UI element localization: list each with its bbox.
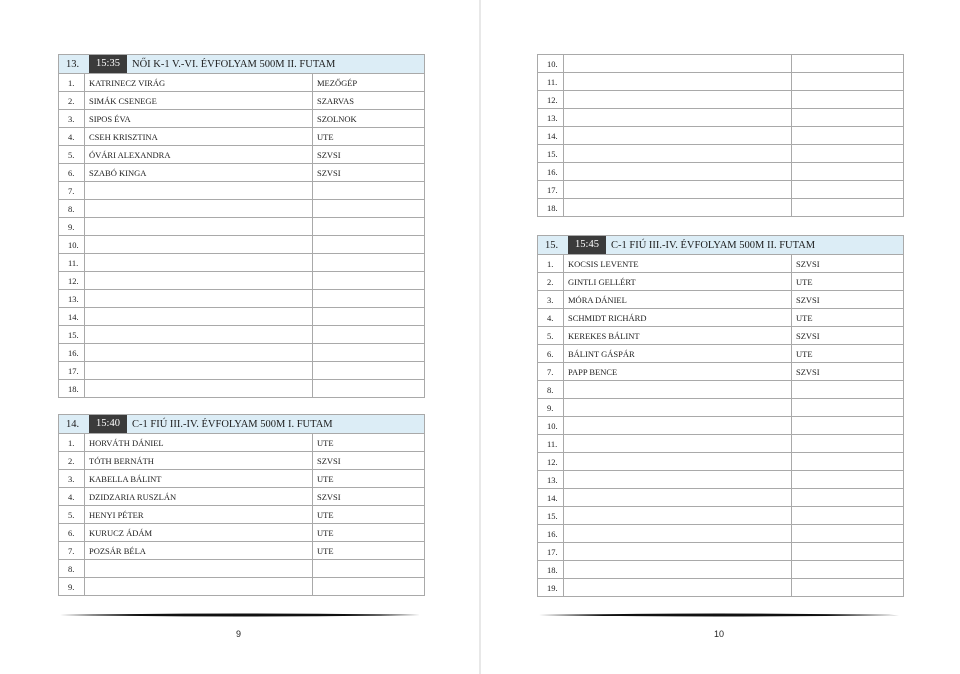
lane-number: 2. xyxy=(59,452,85,470)
club-name xyxy=(313,380,425,398)
competitor-name: MÓRA DÁNIEL xyxy=(564,291,792,309)
lane-number: 4. xyxy=(538,309,564,327)
entry-row xyxy=(59,236,425,254)
race-time: 15:40 xyxy=(89,415,127,433)
club-name xyxy=(792,73,904,91)
entry-row xyxy=(59,74,425,92)
club-name: SZVSI xyxy=(313,452,425,470)
lane-number: 9. xyxy=(538,399,564,417)
race-number: 13. xyxy=(66,58,80,70)
entry-row xyxy=(538,417,904,435)
lane-number: 18. xyxy=(59,380,85,398)
competitor-name xyxy=(564,381,792,399)
club-name xyxy=(792,561,904,579)
competitor-name: POZSÁR BÉLA xyxy=(85,542,313,560)
lane-number: 18. xyxy=(538,561,564,579)
competitor-name xyxy=(564,489,792,507)
lane-number: 12. xyxy=(538,453,564,471)
club-name: SZVSI xyxy=(792,327,904,345)
club-name: UTE xyxy=(313,542,425,560)
entry-row xyxy=(59,164,425,182)
competitor-name: BÁLINT GÁSPÁR xyxy=(564,345,792,363)
competitor-name: HORVÁTH DÁNIEL xyxy=(85,434,313,452)
entry-row xyxy=(538,543,904,561)
lane-number: 8. xyxy=(59,560,85,578)
entry-row xyxy=(538,345,904,363)
entry-row xyxy=(59,578,425,596)
competitor-name: SCHMIDT RICHÁRD xyxy=(564,309,792,327)
lane-number: 17. xyxy=(538,543,564,561)
lane-number: 1. xyxy=(538,255,564,273)
entry-row xyxy=(59,362,425,380)
club-name xyxy=(792,109,904,127)
entry-row xyxy=(538,435,904,453)
entry-row xyxy=(59,200,425,218)
lane-number: 4. xyxy=(59,128,85,146)
lane-number: 11. xyxy=(538,435,564,453)
entry-row xyxy=(59,524,425,542)
competitor-name xyxy=(564,579,792,597)
club-name xyxy=(792,399,904,417)
lane-number: 1. xyxy=(59,74,85,92)
club-name xyxy=(313,560,425,578)
entry-row xyxy=(59,146,425,164)
club-name xyxy=(313,218,425,236)
race-title: NŐI K-1 V.-VI. ÉVFOLYAM 500M II. FUTAM xyxy=(132,58,336,70)
competitor-name: KOCSIS LEVENTE xyxy=(564,255,792,273)
club-name: SZOLNOK xyxy=(313,110,425,128)
club-name: SZVSI xyxy=(792,291,904,309)
entry-row xyxy=(59,380,425,398)
lane-number: 10. xyxy=(538,417,564,435)
competitor-name: CSEH KRISZTINA xyxy=(85,128,313,146)
lane-number: 12. xyxy=(538,91,564,109)
entry-row xyxy=(538,507,904,525)
competitor-name xyxy=(85,218,313,236)
race-title: C-1 FIÚ III.-IV. ÉVFOLYAM 500M I. FUTAM xyxy=(132,418,333,430)
race-13-table xyxy=(58,54,425,398)
lane-number: 16. xyxy=(59,344,85,362)
lane-number: 15. xyxy=(538,507,564,525)
lane-number: 6. xyxy=(538,345,564,363)
competitor-name xyxy=(564,199,792,217)
race-header xyxy=(59,415,425,434)
race-15-table xyxy=(537,235,904,597)
entry-row xyxy=(59,344,425,362)
club-name xyxy=(792,471,904,489)
competitor-name xyxy=(85,182,313,200)
competitor-name: SIPOS ÉVA xyxy=(85,110,313,128)
club-name xyxy=(792,543,904,561)
lane-number: 6. xyxy=(59,524,85,542)
race-time: 15:35 xyxy=(89,55,127,73)
lane-number: 3. xyxy=(538,291,564,309)
club-name: SZVSI xyxy=(313,164,425,182)
club-name xyxy=(313,344,425,362)
lane-number: 3. xyxy=(59,470,85,488)
entry-row xyxy=(59,326,425,344)
lane-number: 13. xyxy=(538,471,564,489)
club-name xyxy=(792,145,904,163)
race-number: 14. xyxy=(66,418,80,430)
entry-row xyxy=(538,181,904,199)
lane-number: 10. xyxy=(538,55,564,73)
entry-row xyxy=(538,73,904,91)
lane-number: 5. xyxy=(538,327,564,345)
lane-number: 18. xyxy=(538,199,564,217)
club-name xyxy=(313,236,425,254)
entry-row xyxy=(59,506,425,524)
entry-row xyxy=(538,255,904,273)
entry-row xyxy=(538,327,904,345)
club-name: UTE xyxy=(313,128,425,146)
competitor-name: GINTLI GELLÉRT xyxy=(564,273,792,291)
entry-row xyxy=(59,308,425,326)
club-name xyxy=(792,381,904,399)
competitor-name: KEREKES BÁLINT xyxy=(564,327,792,345)
club-name xyxy=(792,579,904,597)
club-name: SZARVAS xyxy=(313,92,425,110)
competitor-name xyxy=(85,236,313,254)
race-title: C-1 FIÚ III.-IV. ÉVFOLYAM 500M II. FUTAM xyxy=(611,239,816,251)
competitor-name xyxy=(564,55,792,73)
club-name: SZVSI xyxy=(313,488,425,506)
race-header xyxy=(538,236,904,255)
club-name: MEZŐGÉP xyxy=(313,74,425,92)
entry-row xyxy=(538,579,904,597)
entry-row xyxy=(59,272,425,290)
lane-number: 11. xyxy=(538,73,564,91)
club-name xyxy=(792,453,904,471)
race-header xyxy=(59,55,425,74)
competitor-name: SIMÁK CSENEGE xyxy=(85,92,313,110)
competitor-name: ÓVÁRI ALEXANDRA xyxy=(85,146,313,164)
competitor-name xyxy=(85,326,313,344)
entry-row xyxy=(538,199,904,217)
continuation-table xyxy=(537,54,904,217)
lane-number: 1. xyxy=(59,434,85,452)
lane-number: 14. xyxy=(538,489,564,507)
entry-row xyxy=(59,218,425,236)
competitor-name xyxy=(85,578,313,596)
lane-number: 7. xyxy=(59,542,85,560)
page-left xyxy=(0,0,479,674)
club-name xyxy=(313,326,425,344)
competitor-name: KURUCZ ÁDÁM xyxy=(85,524,313,542)
competitor-name xyxy=(564,91,792,109)
lane-number: 14. xyxy=(538,127,564,145)
club-name xyxy=(313,272,425,290)
lane-number: 7. xyxy=(538,363,564,381)
club-name xyxy=(792,163,904,181)
competitor-name xyxy=(85,380,313,398)
entry-row xyxy=(538,55,904,73)
competitor-name: SZABÓ KINGA xyxy=(85,164,313,182)
competitor-name xyxy=(564,127,792,145)
competitor-name xyxy=(85,308,313,326)
competitor-name xyxy=(564,525,792,543)
club-name xyxy=(792,489,904,507)
entry-row xyxy=(59,290,425,308)
lane-number: 4. xyxy=(59,488,85,506)
lane-number: 13. xyxy=(59,290,85,308)
lane-number: 3. xyxy=(59,110,85,128)
lane-number: 8. xyxy=(538,381,564,399)
page-number: 9 xyxy=(236,629,242,639)
club-name xyxy=(792,199,904,217)
lane-number: 8. xyxy=(59,200,85,218)
competitor-name xyxy=(85,272,313,290)
competitor-name xyxy=(85,560,313,578)
club-name xyxy=(792,435,904,453)
competitor-name: PAPP BENCE xyxy=(564,363,792,381)
entry-row xyxy=(538,109,904,127)
club-name xyxy=(792,417,904,435)
race-time: 15:45 xyxy=(568,236,606,254)
competitor-name xyxy=(564,399,792,417)
entry-row xyxy=(59,92,425,110)
footer-rule xyxy=(60,613,420,617)
entry-row xyxy=(538,145,904,163)
competitor-name xyxy=(564,471,792,489)
entry-row xyxy=(538,363,904,381)
club-name xyxy=(792,181,904,199)
competitor-name xyxy=(85,200,313,218)
lane-number: 16. xyxy=(538,525,564,543)
competitor-name xyxy=(564,73,792,91)
competitor-name xyxy=(85,290,313,308)
competitor-name xyxy=(564,561,792,579)
lane-number: 16. xyxy=(538,163,564,181)
entry-row xyxy=(59,542,425,560)
entry-row xyxy=(538,291,904,309)
lane-number: 10. xyxy=(59,236,85,254)
club-name xyxy=(313,308,425,326)
page-number: 10 xyxy=(714,629,725,639)
lane-number: 11. xyxy=(59,254,85,272)
club-name: UTE xyxy=(792,273,904,291)
entry-row xyxy=(538,309,904,327)
lane-number: 13. xyxy=(538,109,564,127)
entry-row xyxy=(538,91,904,109)
club-name: SZVSI xyxy=(792,255,904,273)
entry-row xyxy=(538,489,904,507)
entry-row xyxy=(59,560,425,578)
lane-number: 17. xyxy=(538,181,564,199)
competitor-name: DZIDZARIA RUSZLÁN xyxy=(85,488,313,506)
club-name: UTE xyxy=(313,506,425,524)
club-name xyxy=(792,55,904,73)
club-name xyxy=(313,290,425,308)
club-name xyxy=(792,507,904,525)
lane-number: 9. xyxy=(59,578,85,596)
entry-row xyxy=(59,452,425,470)
entry-row xyxy=(538,163,904,181)
club-name xyxy=(792,127,904,145)
entry-row xyxy=(538,127,904,145)
competitor-name xyxy=(85,254,313,272)
entry-row xyxy=(538,453,904,471)
competitor-name xyxy=(564,109,792,127)
lane-number: 2. xyxy=(59,92,85,110)
club-name: UTE xyxy=(792,309,904,327)
competitor-name: HENYI PÉTER xyxy=(85,506,313,524)
entry-row xyxy=(59,470,425,488)
lane-number: 17. xyxy=(59,362,85,380)
club-name: UTE xyxy=(792,345,904,363)
entry-row xyxy=(59,110,425,128)
race-14-table xyxy=(58,414,425,596)
club-name xyxy=(313,182,425,200)
lane-number: 7. xyxy=(59,182,85,200)
club-name: SZVSI xyxy=(313,146,425,164)
lane-number: 9. xyxy=(59,218,85,236)
lane-number: 6. xyxy=(59,164,85,182)
club-name: UTE xyxy=(313,434,425,452)
entry-row xyxy=(59,434,425,452)
competitor-name xyxy=(564,163,792,181)
competitor-name xyxy=(85,344,313,362)
page-right xyxy=(481,0,960,674)
entry-row xyxy=(59,182,425,200)
competitor-name xyxy=(564,453,792,471)
club-name: UTE xyxy=(313,470,425,488)
entry-row xyxy=(59,254,425,272)
competitor-name xyxy=(85,362,313,380)
competitor-name: KATRINECZ VIRÁG xyxy=(85,74,313,92)
entry-row xyxy=(538,471,904,489)
entry-row xyxy=(538,273,904,291)
lane-number: 15. xyxy=(538,145,564,163)
entry-row xyxy=(538,525,904,543)
competitor-name xyxy=(564,543,792,561)
competitor-name xyxy=(564,181,792,199)
lane-number: 19. xyxy=(538,579,564,597)
lane-number: 5. xyxy=(59,146,85,164)
competitor-name xyxy=(564,435,792,453)
lane-number: 5. xyxy=(59,506,85,524)
competitor-name: KABELLA BÁLINT xyxy=(85,470,313,488)
footer-rule xyxy=(539,613,899,617)
entry-row xyxy=(538,399,904,417)
competitor-name xyxy=(564,145,792,163)
entry-row xyxy=(59,128,425,146)
club-name xyxy=(792,525,904,543)
entry-row xyxy=(538,381,904,399)
club-name xyxy=(792,91,904,109)
club-name xyxy=(313,578,425,596)
lane-number: 15. xyxy=(59,326,85,344)
entry-row xyxy=(59,488,425,506)
club-name xyxy=(313,362,425,380)
competitor-name xyxy=(564,417,792,435)
club-name: SZVSI xyxy=(792,363,904,381)
club-name xyxy=(313,200,425,218)
lane-number: 2. xyxy=(538,273,564,291)
lane-number: 12. xyxy=(59,272,85,290)
lane-number: 14. xyxy=(59,308,85,326)
club-name: UTE xyxy=(313,524,425,542)
entry-row xyxy=(538,561,904,579)
club-name xyxy=(313,254,425,272)
race-number: 15. xyxy=(545,239,559,251)
competitor-name: TÓTH BERNÁTH xyxy=(85,452,313,470)
competitor-name xyxy=(564,507,792,525)
